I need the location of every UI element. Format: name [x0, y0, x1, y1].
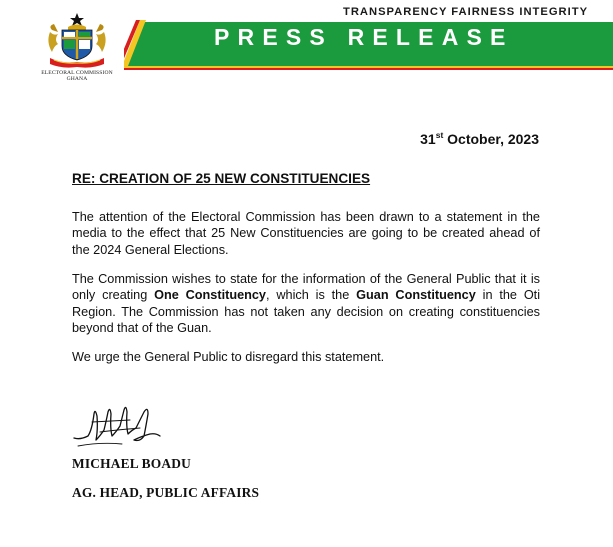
paragraph-2 — [72, 271, 540, 336]
signatory-name: MICHAEL BOADU — [72, 456, 192, 471]
release-date — [420, 131, 539, 147]
electoral-commission-logo — [36, 12, 118, 84]
logo-caption-line2: GHANA — [66, 76, 88, 82]
date-day: 31 — [420, 131, 436, 147]
date-suffix: st — [435, 130, 444, 140]
banner-title: PRESS RELEASE — [214, 24, 514, 50]
paragraph-2-text-3: in the Oti Region. The Commission has not taken any decision on creating constituencies beyond that of the Guan. — [72, 288, 541, 335]
logo-caption-line1: ELECTORAL COMMISSION — [41, 70, 113, 76]
paragraph-2-text-1: The Commission wishes to state for the information of the General Public that it is only creating — [72, 272, 540, 303]
paragraph-2-bold-1: One Constituency — [154, 288, 266, 303]
paragraph-2-bold-2: Guan Constituency — [356, 288, 476, 303]
date-rest: October, 2023 — [447, 131, 539, 147]
handwritten-signature — [70, 400, 170, 452]
paragraph-1: The attention of the Electoral Commission has been drawn to a statement in the media to the effect that 25 New Constituencies are going to be created ahead of the 2024 General Elections. — [72, 210, 540, 257]
paragraph-2-text-2: , which is the — [266, 288, 350, 303]
paragraph-3: We urge the General Public to disregard this statement. — [72, 350, 385, 364]
tagline: TRANSPARENCY FAIRNESS INTEGRITY — [343, 6, 589, 18]
signatory-title: AG. HEAD, PUBLIC AFFAIRS — [72, 485, 260, 500]
coat-of-arms-icon — [42, 12, 112, 70]
subject-heading: RE: CREATION OF 25 NEW CONSTITUENCIES — [72, 171, 371, 186]
